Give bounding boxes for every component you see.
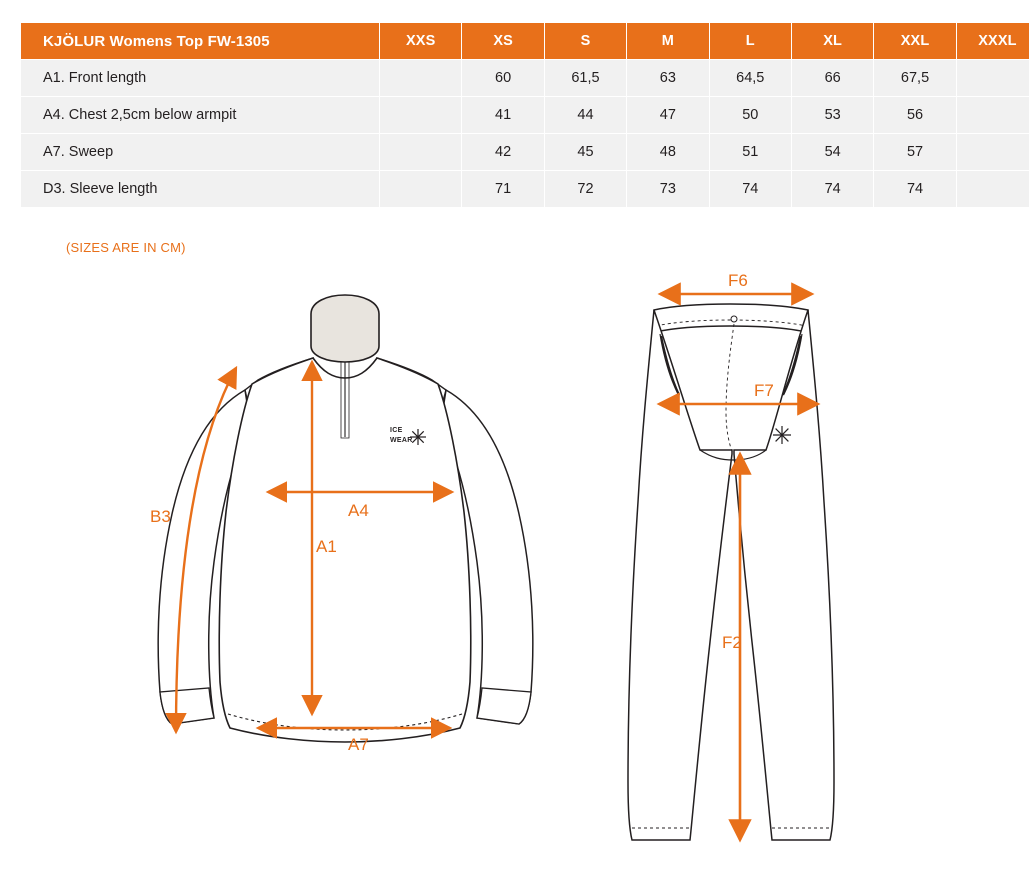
measurement-label-a4: A4. Chest 2,5cm below armpit [21, 97, 380, 134]
measure-label-b3: B3 [150, 507, 171, 526]
table-row [21, 134, 1029, 171]
cell-a4-xxs [380, 97, 462, 134]
cell-d3-s: 72 [544, 171, 626, 208]
cell-a7-xxs [380, 134, 462, 171]
size-table [20, 22, 1029, 208]
cell-a7-xs: 42 [462, 134, 544, 171]
table-header-row [21, 23, 1029, 60]
cell-a7-l: 51 [709, 134, 791, 171]
snowflake-icon [410, 429, 426, 445]
size-header-xxl: XXL [874, 23, 956, 60]
cell-a1-xxs [380, 60, 462, 97]
cell-d3-l: 74 [709, 171, 791, 208]
product-name-header: KJÖLUR Womens Top FW-1305 [21, 23, 380, 60]
table-row [21, 171, 1029, 208]
measure-label-a7: A7 [348, 735, 369, 754]
cell-a4-xl: 53 [791, 97, 873, 134]
cell-a1-l: 64,5 [709, 60, 791, 97]
table-row [21, 97, 1029, 134]
size-table-container [20, 22, 1017, 208]
cell-a1-xxl: 67,5 [874, 60, 956, 97]
size-table-head [21, 23, 1029, 60]
measurement-label-d3: D3. Sleeve length [21, 171, 380, 208]
units-note: (SIZES ARE IN CM) [66, 240, 186, 255]
measurement-label-a7: A7. Sweep [21, 134, 380, 171]
brand-text-ice: ICE [390, 427, 403, 434]
cell-a7-m: 48 [627, 134, 709, 171]
size-header-xs: XS [462, 23, 544, 60]
measure-label-a4: A4 [348, 501, 369, 520]
cell-a7-s: 45 [544, 134, 626, 171]
size-header-xxxl: XXXL [956, 23, 1029, 60]
measurement-label-a1: A1. Front length [21, 60, 380, 97]
cell-a1-xs: 60 [462, 60, 544, 97]
size-header-l: L [709, 23, 791, 60]
cell-d3-xxs [380, 171, 462, 208]
cell-a1-xl: 66 [791, 60, 873, 97]
cell-a1-s: 61,5 [544, 60, 626, 97]
cell-d3-xxl: 74 [874, 171, 956, 208]
cell-a4-l: 50 [709, 97, 791, 134]
size-table-body [21, 60, 1029, 208]
cell-d3-m: 73 [627, 171, 709, 208]
cell-a4-s: 44 [544, 97, 626, 134]
measure-label-f6: F6 [728, 271, 748, 290]
measure-label-f7: F7 [754, 381, 774, 400]
pants-garment-illustration [628, 271, 834, 840]
cell-a7-xl: 54 [791, 134, 873, 171]
cell-a4-xxl: 56 [874, 97, 956, 134]
cell-a7-xxxl [956, 134, 1029, 171]
cell-a4-xs: 41 [462, 97, 544, 134]
measure-label-f2: F2 [722, 633, 742, 652]
top-garment-illustration [150, 295, 533, 754]
size-header-m: M [627, 23, 709, 60]
size-header-s: S [544, 23, 626, 60]
size-header-xl: XL [791, 23, 873, 60]
cell-a4-xxxl [956, 97, 1029, 134]
brand-text-wear: WEAR [390, 437, 413, 444]
cell-d3-xxxl [956, 171, 1029, 208]
cell-d3-xs: 71 [462, 171, 544, 208]
garment-diagrams [0, 262, 1029, 882]
cell-a1-m: 63 [627, 60, 709, 97]
cell-a1-xxxl [956, 60, 1029, 97]
measure-label-a1: A1 [316, 537, 337, 556]
cell-a7-xxl: 57 [874, 134, 956, 171]
cell-a4-m: 47 [627, 97, 709, 134]
size-header-xxs: XXS [380, 23, 462, 60]
table-row [21, 60, 1029, 97]
cell-d3-xl: 74 [791, 171, 873, 208]
pants-snowflake-icon [773, 426, 791, 444]
